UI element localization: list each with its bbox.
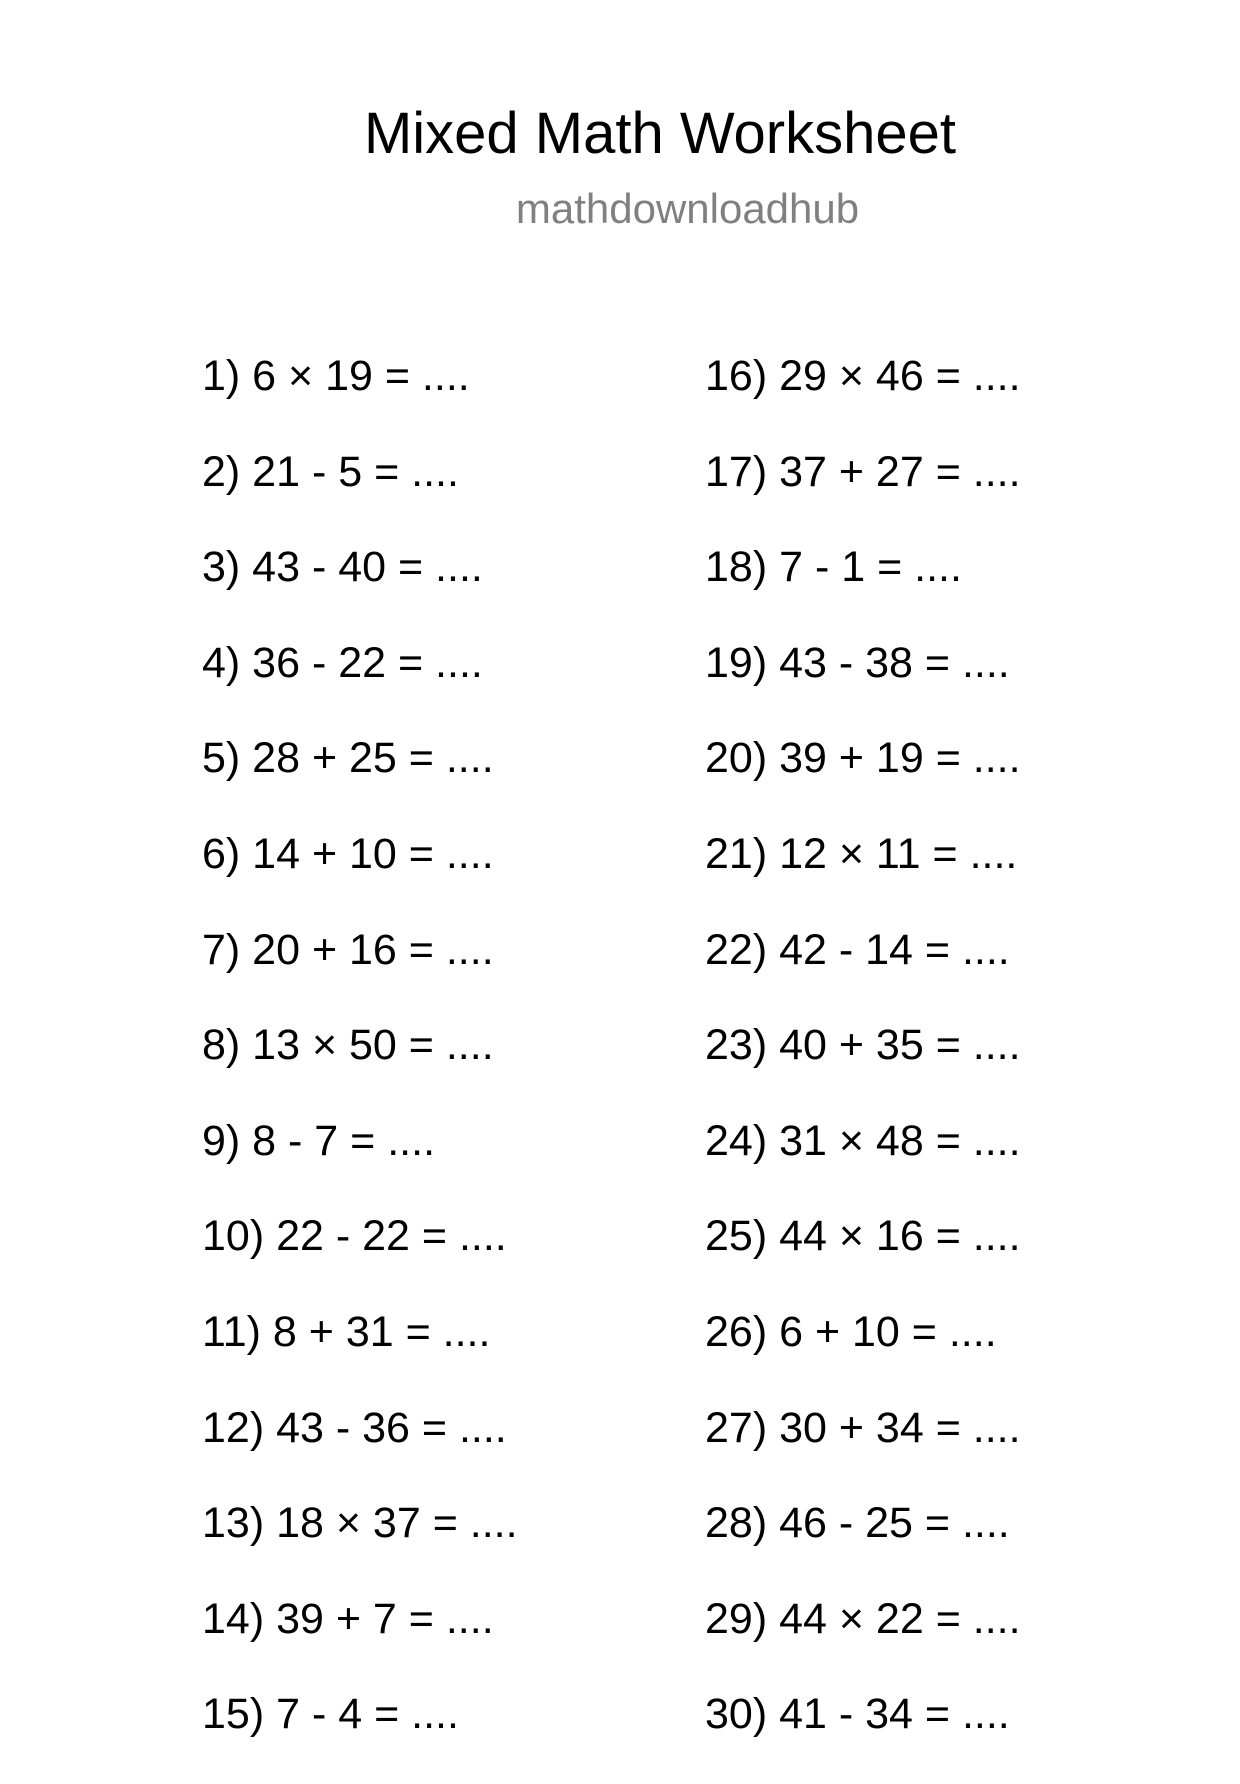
- problem-4: 4) 36 - 22 = ....: [202, 638, 483, 687]
- problem-20: 20) 39 + 19 = ....: [705, 734, 1021, 783]
- worksheet-subtitle: mathdownloadhub: [515, 185, 860, 232]
- problem-10: 10) 22 - 22 = ....: [202, 1212, 507, 1261]
- problem-6: 6) 14 + 10 = ....: [202, 829, 494, 878]
- problem-18: 18) 7 - 1 = ....: [705, 543, 962, 592]
- problem-column-left: [202, 350, 518, 1784]
- problem-12: 12) 43 - 36 = ....: [202, 1403, 507, 1452]
- problem-28: 28) 46 - 25 = ....: [705, 1499, 1010, 1548]
- problem-25: 25) 44 × 16 = ....: [705, 1212, 1021, 1261]
- problem-27: 27) 30 + 34 = ....: [705, 1403, 1021, 1452]
- problem-30: 30) 41 - 34 = ....: [705, 1690, 1010, 1739]
- problem-14: 14) 39 + 7 = ....: [202, 1594, 494, 1643]
- problem-column-right: [705, 350, 1021, 1784]
- problem-1: 1) 6 × 19 = ....: [202, 352, 470, 400]
- problem-9: 9) 8 - 7 = ....: [202, 1116, 436, 1165]
- problem-26: 26) 6 + 10 = ....: [705, 1307, 997, 1356]
- problem-16: 16) 29 × 46 = ....: [705, 352, 1021, 400]
- worksheet-title: Mixed Math Worksheet: [363, 101, 957, 166]
- problem-23: 23) 40 + 35 = ....: [705, 1021, 1021, 1070]
- problem-3: 3) 43 - 40 = ....: [202, 543, 483, 592]
- problem-2: 2) 21 - 5 = ....: [202, 447, 459, 496]
- problem-13: 13) 18 × 37 = ....: [202, 1499, 518, 1548]
- problem-29: 29) 44 × 22 = ....: [705, 1594, 1021, 1643]
- problem-15: 15) 7 - 4 = ....: [202, 1690, 459, 1739]
- problem-22: 22) 42 - 14 = ....: [705, 925, 1010, 974]
- problem-17: 17) 37 + 27 = ....: [705, 447, 1021, 496]
- problem-11: 11) 8 + 31 = ....: [202, 1307, 491, 1356]
- problem-8: 8) 13 × 50 = ....: [202, 1021, 494, 1070]
- problem-21: 21) 12 × 11 = ....: [705, 829, 1018, 878]
- problem-19: 19) 43 - 38 = ....: [705, 638, 1010, 687]
- problem-5: 5) 28 + 25 = ....: [202, 734, 494, 783]
- problem-24: 24) 31 × 48 = ....: [705, 1116, 1021, 1165]
- problem-7: 7) 20 + 16 = ....: [202, 925, 494, 974]
